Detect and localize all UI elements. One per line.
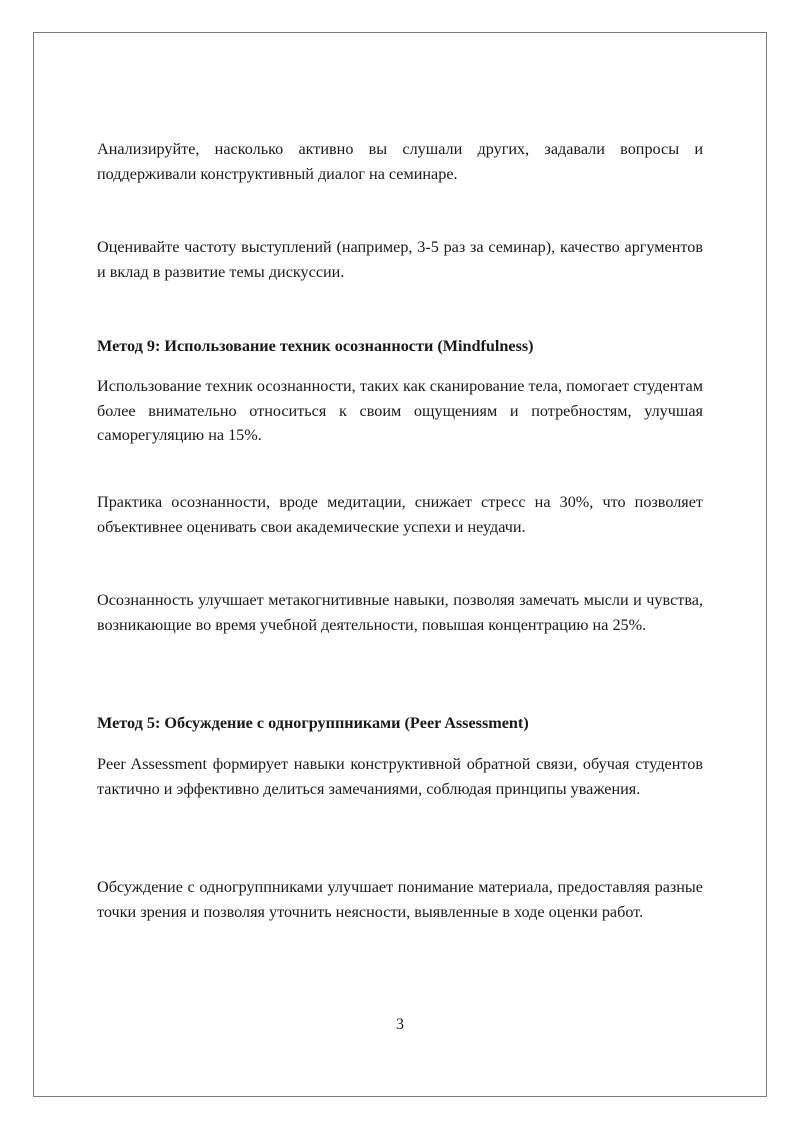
page-number: 3	[396, 1016, 404, 1033]
paragraph-listening-analysis: Анализируйте, насколько активно вы слушали других, задавали вопросы и поддерживали конструктивный диалог на семинаре.	[97, 140, 703, 183]
paragraph-metacognition: Осознанность улучшает метакогнитивные навыки, позволяя замечать мысли и чувства, возникающие во время учебной деятельности, повышая концентрацию на 25%.	[97, 591, 703, 634]
paragraph-peer-feedback: Peer Assessment формирует навыки конструктивной обратной связи, обучая студентов тактично и эффективно делиться замечаниями, соблюдая принципы уважения.	[97, 755, 703, 798]
paragraph-speaking-frequency: Оценивайте частоту выступлений (например, 3-5 раз за семинар), качество аргументов и вклад в развитие темы дискуссии.	[97, 238, 703, 281]
page-border	[33, 32, 767, 1097]
paragraph-body-scan: Использование техник осознанности, таких как сканирование тела, помогает студентам более внимательно относиться к своим ощущениям и потребностям, улучшая саморегуляцию на 15%.	[97, 377, 703, 444]
paragraph-peer-discussion: Обсуждение с одногруппниками улучшает понимание материала, предоставляя разные точки зрения и позволяя уточнить неясности, выявленные в ходе оценки работ.	[97, 878, 703, 921]
heading-method-9: Метод 9: Использование техник осознанности (Mindfulness)	[97, 337, 534, 355]
paragraph-meditation-stress: Практика осознанности, вроде медитации, снижает стресс на 30%, что позволяет объективнее оценивать свои академические успехи и неудачи.	[97, 493, 703, 536]
heading-method-5: Метод 5: Обсуждение с одногруппниками (Peer Assessment)	[97, 714, 529, 732]
